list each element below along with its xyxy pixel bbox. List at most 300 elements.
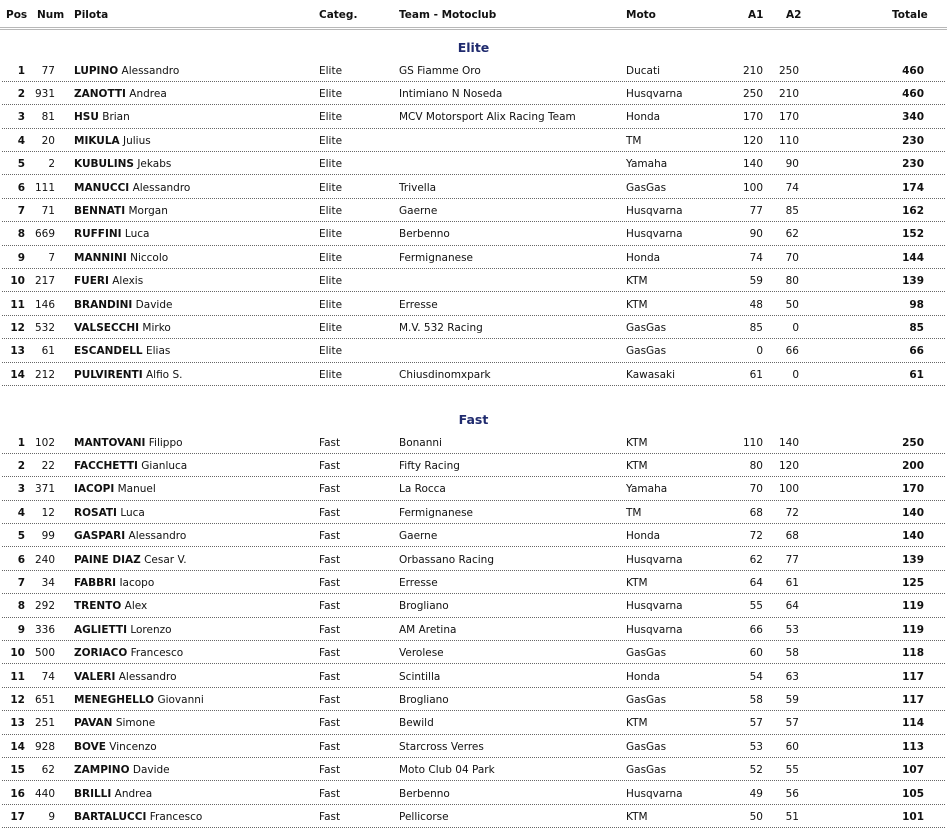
cell-pos: 13 — [10, 717, 25, 730]
cell-a1: 57 — [749, 717, 763, 730]
cell-categ: Elite — [319, 181, 343, 194]
table-row — [0, 712, 947, 735]
cell-pilota — [74, 182, 190, 194]
cell-categ: Elite — [319, 158, 343, 171]
rider-surname: PAINE DIAZ — [74, 553, 141, 566]
cell-a1: 54 — [749, 670, 763, 683]
cell-categ: Elite — [319, 134, 343, 147]
cell-categ: Elite — [319, 228, 343, 241]
cell-categ: Fast — [319, 787, 341, 800]
cell-team: AM Aretina — [399, 623, 457, 636]
cell-categ: Fast — [319, 459, 341, 472]
cell-pos: 3 — [17, 111, 25, 124]
cell-pos: 2 — [17, 87, 25, 100]
cell-pos: 15 — [10, 764, 25, 777]
cell-pos: 1 — [17, 436, 25, 449]
cell-pilota — [74, 345, 170, 357]
rider-first-name: Giovanni — [157, 693, 204, 706]
table-header — [0, 0, 947, 30]
table-row — [0, 223, 947, 246]
cell-totale: 140 — [902, 530, 924, 543]
cell-categ: Fast — [319, 740, 341, 753]
cell-totale: 113 — [902, 740, 924, 753]
cell-a1: 74 — [749, 251, 763, 264]
cell-pilota — [74, 624, 172, 636]
cell-team: Orbassano Racing — [399, 553, 494, 566]
cell-totale: 460 — [902, 87, 924, 100]
cell-a1: 72 — [749, 530, 763, 543]
cell-moto: Husqvarna — [626, 787, 683, 800]
cell-totale: 139 — [902, 275, 924, 288]
cell-pilota — [74, 252, 168, 264]
cell-num: 61 — [41, 345, 55, 358]
cell-a1: 170 — [742, 111, 763, 124]
cell-moto: Yamaha — [626, 483, 668, 496]
rider-first-name: Manuel — [117, 483, 156, 496]
cell-totale: 85 — [909, 321, 924, 334]
cell-num: 928 — [34, 740, 55, 753]
rider-first-name: Morgan — [128, 204, 168, 217]
rider-first-name: Niccolo — [130, 251, 169, 264]
rider-surname: MANUCCI — [74, 181, 130, 194]
cell-pos: 8 — [17, 600, 25, 613]
cell-moto: GasGas — [626, 321, 667, 334]
cell-pilota — [74, 65, 179, 77]
cell-totale: 162 — [902, 204, 924, 217]
cell-num: 77 — [41, 64, 55, 77]
cell-team: Berbenno — [399, 228, 450, 241]
cell-categ: Fast — [319, 436, 341, 449]
cell-team: Pellicorse — [399, 810, 449, 823]
rider-surname: TRENTO — [74, 600, 122, 613]
cell-totale: 152 — [902, 228, 924, 241]
cell-team: Intimiano N Noseda — [399, 87, 503, 100]
rider-surname: RUFFINI — [74, 228, 122, 241]
rider-surname: BRANDINI — [74, 298, 133, 311]
cell-num: 371 — [34, 483, 55, 496]
cell-a1: 140 — [742, 158, 763, 171]
cell-totale: 117 — [902, 670, 924, 683]
cell-categ: Fast — [319, 576, 341, 589]
cell-num: 34 — [41, 576, 55, 589]
rider-first-name: Davide — [132, 764, 170, 777]
rider-surname: BRILLI — [74, 787, 112, 800]
table-row — [0, 549, 947, 572]
cell-team: Scintilla — [399, 670, 441, 683]
cell-a1: 120 — [742, 134, 763, 147]
cell-a2: 72 — [785, 506, 799, 519]
cell-num: 71 — [41, 204, 55, 217]
cell-categ: Elite — [319, 345, 343, 358]
cell-totale: 174 — [902, 181, 924, 194]
cell-pilota — [74, 554, 187, 566]
cell-moto: GasGas — [626, 693, 667, 706]
cell-pilota — [74, 671, 177, 683]
rider-surname: FUERI — [74, 275, 109, 288]
cell-a2: 90 — [785, 158, 799, 171]
cell-totale: 125 — [902, 576, 924, 589]
cell-pos: 2 — [17, 459, 25, 472]
cell-categ: Fast — [319, 483, 341, 496]
cell-totale: 230 — [902, 134, 924, 147]
rider-first-name: Andrea — [114, 787, 153, 800]
rider-first-name: Alessandro — [128, 530, 187, 543]
header-team: Team - Motoclub — [399, 9, 497, 21]
cell-team: Gaerne — [399, 204, 438, 217]
cell-a1: 210 — [742, 64, 763, 77]
rider-surname: HSU — [74, 111, 99, 124]
cell-num: 62 — [41, 764, 55, 777]
cell-pos: 14 — [10, 740, 25, 753]
cell-team: Verolese — [399, 647, 444, 660]
cell-team: Bonanni — [399, 436, 442, 449]
cell-team: Gaerne — [399, 530, 438, 543]
cell-num: 336 — [34, 623, 55, 636]
table-row — [0, 270, 947, 293]
cell-num: 22 — [41, 459, 55, 472]
cell-team: Brogliano — [399, 693, 449, 706]
rider-first-name: Elias — [145, 345, 171, 358]
rider-surname: MANNINI — [74, 251, 127, 264]
rider-first-name: Iacopo — [119, 576, 155, 589]
cell-team: M.V. 532 Racing — [399, 321, 483, 334]
cell-pos: 5 — [17, 158, 25, 171]
rider-surname: AGLIETTI — [74, 623, 127, 636]
header-num: Num — [37, 9, 65, 21]
cell-a1: 90 — [749, 228, 763, 241]
cell-moto: KTM — [626, 459, 648, 472]
cell-a2: 53 — [785, 623, 799, 636]
rider-surname: FABBRI — [74, 576, 117, 589]
cell-num: 651 — [34, 693, 55, 706]
section-title: Fast — [458, 412, 489, 427]
cell-moto: Honda — [626, 251, 661, 264]
table-row — [0, 666, 947, 689]
cell-team: Brogliano — [399, 600, 449, 613]
cell-categ: Fast — [319, 810, 341, 823]
rider-first-name: Francesco — [149, 810, 203, 823]
table-row — [0, 200, 947, 223]
cell-totale: 105 — [902, 787, 924, 800]
cell-pos: 9 — [17, 623, 25, 636]
cell-a2: 80 — [785, 275, 799, 288]
cell-moto: KTM — [626, 275, 648, 288]
cell-a1: 0 — [756, 345, 763, 358]
cell-a1: 60 — [749, 647, 763, 660]
cell-num: 146 — [34, 298, 55, 311]
cell-moto: Husqvarna — [626, 623, 683, 636]
cell-num: 212 — [34, 368, 55, 381]
cell-pos: 12 — [10, 693, 25, 706]
table-row — [0, 689, 947, 712]
cell-pilota — [74, 228, 149, 240]
cell-moto: Husqvarna — [626, 553, 683, 566]
cell-categ: Fast — [319, 506, 341, 519]
cell-moto: Yamaha — [626, 158, 668, 171]
cell-a2: 63 — [785, 670, 799, 683]
cell-team: Erresse — [399, 298, 438, 311]
rider-first-name: Jekabs — [137, 158, 172, 171]
cell-num: 532 — [34, 321, 55, 334]
cell-totale: 250 — [902, 436, 924, 449]
cell-a1: 250 — [742, 87, 763, 100]
table-row — [0, 340, 947, 363]
cell-pos: 4 — [17, 506, 25, 519]
table-row — [0, 759, 947, 782]
cell-pos: 9 — [17, 251, 25, 264]
cell-moto: TM — [626, 134, 642, 147]
cell-a2: 85 — [785, 204, 799, 217]
cell-pilota — [74, 205, 168, 217]
cell-a2: 66 — [785, 345, 799, 358]
cell-team: Fifty Racing — [399, 459, 460, 472]
cell-a2: 62 — [785, 228, 799, 241]
table-row — [0, 572, 947, 595]
cell-pilota — [74, 600, 147, 612]
cell-categ: Elite — [319, 251, 343, 264]
table-row — [0, 642, 947, 665]
cell-categ: Elite — [319, 64, 343, 77]
cell-pilota — [74, 788, 152, 800]
cell-a2: 57 — [785, 717, 799, 730]
cell-pilota — [74, 158, 171, 170]
section-title: Elite — [457, 40, 490, 55]
cell-a1: 70 — [749, 483, 763, 496]
cell-a1: 77 — [749, 204, 763, 217]
cell-a2: 68 — [785, 530, 799, 543]
cell-totale: 230 — [902, 158, 924, 171]
cell-pilota — [74, 111, 130, 123]
rider-surname: PULVIRENTI — [74, 368, 143, 381]
table-row — [0, 595, 947, 618]
rider-surname: ZAMPINO — [74, 764, 130, 777]
rider-first-name: Mirko — [142, 321, 171, 334]
cell-team: La Rocca — [399, 483, 446, 496]
rider-surname: PAVAN — [74, 717, 113, 730]
rider-first-name: Luca — [120, 506, 145, 519]
cell-pos: 7 — [17, 576, 25, 589]
cell-team: MCV Motorsport Alix Racing Team — [399, 111, 576, 124]
table-row — [0, 60, 947, 83]
rider-surname: BARTALUCCI — [74, 810, 147, 823]
cell-a2: 61 — [785, 576, 799, 589]
cell-num: 74 — [41, 670, 55, 683]
cell-moto: Husqvarna — [626, 204, 683, 217]
cell-num: 20 — [41, 134, 55, 147]
cell-pilota — [74, 483, 156, 495]
cell-a2: 64 — [785, 600, 799, 613]
table-row — [0, 106, 947, 129]
cell-categ: Fast — [319, 693, 341, 706]
cell-pilota — [74, 507, 145, 519]
header-a1: A1 — [748, 9, 764, 21]
rider-surname: LUPINO — [74, 64, 119, 77]
cell-a2: 56 — [785, 787, 799, 800]
cell-pilota — [74, 577, 154, 589]
cell-categ: Fast — [319, 623, 341, 636]
cell-num: 2 — [48, 158, 55, 171]
cell-totale: 107 — [902, 764, 924, 777]
cell-a1: 110 — [742, 436, 763, 449]
cell-pos: 8 — [17, 228, 25, 241]
cell-a1: 80 — [749, 459, 763, 472]
cell-pilota — [74, 694, 204, 706]
cell-totale: 460 — [902, 64, 924, 77]
table-row — [0, 294, 947, 317]
cell-num: 99 — [41, 530, 55, 543]
cell-num: 931 — [34, 87, 55, 100]
cell-num: 9 — [48, 810, 55, 823]
table-row — [0, 364, 947, 387]
cell-a2: 60 — [785, 740, 799, 753]
cell-pos: 13 — [10, 345, 25, 358]
cell-num: 500 — [34, 647, 55, 660]
cell-pilota — [74, 369, 182, 381]
cell-moto: TM — [626, 506, 642, 519]
cell-moto: KTM — [626, 810, 648, 823]
rider-first-name: Alessandro — [118, 670, 177, 683]
cell-categ: Elite — [319, 111, 343, 124]
cell-pos: 12 — [10, 321, 25, 334]
cell-pilota — [74, 299, 172, 311]
table-row — [0, 525, 947, 548]
cell-pilota — [74, 460, 187, 472]
rider-surname: KUBULINS — [74, 158, 134, 171]
table-row — [0, 478, 947, 501]
cell-a2: 170 — [778, 111, 799, 124]
cell-pos: 10 — [10, 647, 25, 660]
cell-team: GS Fiamme Oro — [399, 64, 481, 77]
cell-a2: 77 — [785, 553, 799, 566]
cell-totale: 118 — [902, 647, 924, 660]
rider-surname: BENNATI — [74, 204, 126, 217]
rider-first-name: Gianluca — [141, 459, 188, 472]
rider-first-name: Vincenzo — [109, 740, 157, 753]
cell-totale: 139 — [902, 553, 924, 566]
cell-a2: 120 — [778, 459, 799, 472]
cell-pos: 4 — [17, 134, 25, 147]
cell-a1: 68 — [749, 506, 763, 519]
cell-pos: 11 — [10, 670, 25, 683]
cell-totale: 144 — [902, 251, 924, 264]
cell-a2: 55 — [785, 764, 799, 777]
cell-a1: 66 — [749, 623, 763, 636]
cell-categ: Elite — [319, 204, 343, 217]
rider-surname: FACCHETTI — [74, 459, 138, 472]
cell-pos: 14 — [10, 368, 25, 381]
rider-first-name: Filippo — [148, 436, 183, 449]
cell-a2: 250 — [778, 64, 799, 77]
rider-surname: IACOPI — [74, 483, 115, 496]
cell-totale: 61 — [909, 368, 924, 381]
header-moto: Moto — [626, 9, 656, 21]
cell-a2: 51 — [785, 810, 799, 823]
rider-first-name: Alfio S. — [145, 368, 183, 381]
cell-totale: 200 — [902, 459, 924, 472]
rider-surname: GASPARI — [74, 530, 126, 543]
cell-totale: 170 — [902, 483, 924, 496]
header-pilota: Pilota — [74, 9, 109, 21]
cell-a1: 64 — [749, 576, 763, 589]
rider-first-name: Julius — [123, 134, 151, 147]
cell-categ: Fast — [319, 647, 341, 660]
cell-num: 240 — [34, 553, 55, 566]
header-totale: Totale — [892, 9, 928, 21]
cell-team: Starcross Verres — [399, 740, 484, 753]
cell-pos: 5 — [17, 530, 25, 543]
cell-num: 669 — [34, 228, 55, 241]
rider-surname: VALERI — [74, 670, 116, 683]
header-categ: Categ. — [319, 9, 358, 21]
cell-a1: 55 — [749, 600, 763, 613]
cell-moto: KTM — [626, 436, 648, 449]
table-row — [0, 455, 947, 478]
rider-first-name: Francesco — [130, 647, 184, 660]
cell-pilota — [74, 647, 183, 659]
cell-pilota — [74, 530, 186, 542]
cell-num: 251 — [34, 717, 55, 730]
cell-a2: 59 — [785, 693, 799, 706]
table-row — [0, 736, 947, 759]
cell-moto: KTM — [626, 298, 648, 311]
cell-pilota — [74, 322, 171, 334]
cell-moto: GasGas — [626, 345, 667, 358]
cell-totale: 66 — [909, 345, 924, 358]
cell-moto: Kawasaki — [626, 368, 676, 381]
rider-surname: VALSECCHI — [74, 321, 140, 334]
cell-team: Bewild — [399, 717, 434, 730]
rider-first-name: Alessandro — [121, 64, 180, 77]
cell-num: 102 — [34, 436, 55, 449]
cell-pos: 6 — [17, 553, 25, 566]
cell-moto: Honda — [626, 111, 661, 124]
cell-moto: GasGas — [626, 181, 667, 194]
cell-pilota — [74, 811, 202, 823]
cell-categ: Elite — [319, 321, 343, 334]
cell-moto: Honda — [626, 530, 661, 543]
cell-num: 12 — [41, 506, 55, 519]
rider-first-name: Andrea — [129, 87, 167, 100]
cell-categ: Elite — [319, 368, 343, 381]
cell-totale: 114 — [902, 717, 924, 730]
cell-a1: 58 — [749, 693, 763, 706]
cell-a2: 0 — [792, 368, 799, 381]
cell-pos: 17 — [10, 810, 25, 823]
rider-surname: MANTOVANI — [74, 436, 146, 449]
cell-moto: GasGas — [626, 647, 667, 660]
cell-a1: 49 — [749, 787, 763, 800]
cell-a2: 210 — [778, 87, 799, 100]
cell-num: 111 — [34, 181, 55, 194]
rider-first-name: Davide — [135, 298, 173, 311]
cell-a1: 53 — [749, 740, 763, 753]
rider-surname: BOVE — [74, 740, 106, 753]
cell-a1: 62 — [749, 553, 763, 566]
cell-a2: 74 — [785, 181, 799, 194]
cell-a2: 0 — [792, 321, 799, 334]
cell-pilota — [74, 764, 170, 776]
cell-a2: 100 — [778, 483, 799, 496]
cell-categ: Fast — [319, 670, 341, 683]
cell-num: 7 — [48, 251, 55, 264]
cell-pos: 10 — [10, 275, 25, 288]
rider-surname: ESCANDELL — [74, 345, 143, 358]
rider-surname: ROSATI — [74, 506, 117, 519]
cell-categ: Fast — [319, 600, 341, 613]
cell-a1: 61 — [749, 368, 763, 381]
cell-moto: GasGas — [626, 740, 667, 753]
cell-num: 217 — [34, 275, 55, 288]
